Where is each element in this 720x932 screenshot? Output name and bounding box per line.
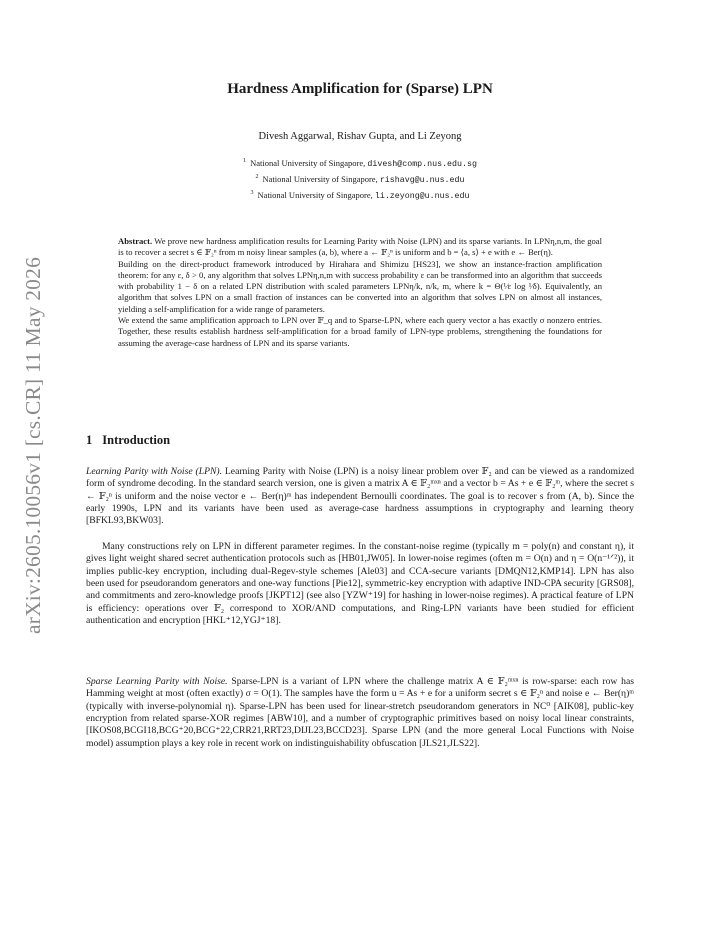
abstract-paragraph: Building on the direct-product framework introduced by Hirahara and Shimizu [HS23], we show an instance-fraction amplification theorem: for any ε, δ > 0, any algorithm that solves LPNη,n,m with success probability ε can be transformed into an algorithm that succeeds with probability 1 − δ on a related LPN distribution with scaled parameters LPNη/k, n/k, m, where k = Θ(¹⁄ε log ¹⁄δ). Equivalently, an algorithm that solves LPN on a small fraction of instances can be converted into an algorithm that solves LPN on almost all instances, yielding a self-amplification for a wide range of parameters. — [118, 258, 602, 314]
arxiv-id: arXiv:2605.10056v1 [cs.CR] 11 May 2026 — [21, 256, 46, 634]
intro-paragraph: Learning Parity with Noise (LPN). Learning Parity with Noise (LPN) is a noisy linear problem over 𝔽₂ and can be viewed as a randomized form of syndrome decoding. In the standard search version, one is given a matrix A ∈ 𝔽₂ᵐˣⁿ and a vector b = As + e ∈ 𝔽₂ᵐ, where the secret s ← 𝔽₂ⁿ is uniform and the noise vector e ← Ber(η)ᵐ has independent Bernoulli coordinates. The goal is to recover s from (A, b). Since the early 1990s, LPN and its variants have been used as average-case hardness assumptions in cryptography and learning theory [BFKL93,BKW03]. — [86, 466, 635, 527]
abstract-label: Abstract. — [118, 236, 153, 246]
arxiv-sidebar-stamp — [6, 230, 62, 660]
section-number: 1 — [86, 433, 93, 447]
affiliation-item: $^3$ National University of Singapore, li.zeyong@u.nus.edu — [250, 189, 470, 201]
section-title: Introduction — [102, 433, 171, 447]
intro-paragraph: Many constructions rely on LPN in different parameter regimes. In the constant-noise regime (typically m = poly(n) and constant η), it gives light weight shared secret authentication protocols such as [HB01,JW05]. In lower-noise regimes (often m = O(n) and η = O(n⁻¹ᐟ²)), it implies public-key encryption, including dual-Regev-style schemes [Ale03] and CCA-secure variants [DMQN12,KMP14]. LPN has also been used for pseudorandom generators and one-way functions [Pie12], symmetric-key encryption with adaptive IND-CPA security [GRS08], and commitments and zero-knowledge proofs [JKPT12] (see also [YZW⁺19] for hashing in lower-noise regimes). A practical feature of LPN is efficiency: operations over 𝔽₂ correspond to XOR/AND computations, and Ring-LPN variants have been studied for efficient authentication and encryption [HKL⁺12,YGJ⁺18]. — [86, 541, 634, 627]
abstract — [118, 236, 602, 349]
affiliation-list — [86, 155, 634, 202]
abstract-paragraph: Abstract. We prove new hardness amplification results for Learning Parity with Noise (LPN) and its sparse variants. In LPNη,n,m, the goal is to recover a secret s ∈ 𝔽₂ⁿ from m noisy linear samples (a, b), where a ← 𝔽₂ⁿ is uniform and b = ⟨a, s⟩ + e with e ← Ber(η). — [118, 236, 602, 258]
email-address: divesh@comp.nus.edu.sg — [367, 159, 477, 169]
paper-title: Hardness Amplification for (Sparse) LPN — [227, 81, 493, 97]
paragraph-title: Sparse Learning Parity with Noise. — [86, 676, 228, 687]
affiliation-item: $^1$ National University of Singapore, divesh@comp.nus.edu.sg — [243, 157, 477, 169]
email-address: li.zeyong@u.nus.edu — [374, 191, 470, 201]
author-list: Divesh Aggarwal, Rishav Gupta, and Li Zeyong — [258, 131, 462, 142]
affiliation-item: $^2$ National University of Singapore, rishavg@u.nus.edu — [255, 173, 465, 185]
paragraph-title: Learning Parity with Noise (LPN). — [86, 466, 222, 477]
intro-paragraph: Sparse Learning Parity with Noise. Sparse-LPN is a variant of LPN where the challenge matrix A ∈ 𝔽₂ᵐˣⁿ is row-sparse: each row has Hamming weight at most (often exactly) σ = O(1). The samples have the form u = As + e for a uniform secret s ∈ 𝔽₂ⁿ and noise e ← Ber(η)ᵐ (typically with inverse-polynomial η). Sparse-LPN has been used for linear-stretch pseudorandom generators in NC⁰ [AIK08], public-key encryption from related sparse-XOR regimes [ABW10], and a number of cryptographic primitives based on noisy local linear constraints, [IKOS08,BCGI18,BCG⁺20,BCG⁺22,CRR21,RRT23,DIJL23,BCCD23]. Sparse LPN (and the more general Local Functions with Noise model) assumption plays a key role in recent work on indistinguishability obfuscation [JLS21,JLS22]. — [86, 676, 634, 749]
abstract-paragraph: We extend the same amplification approach to LPN over 𝔽_q and to Sparse-LPN, where each query vector a has exactly σ nonzero entries. Together, these results establish hardness self-amplification for a broad family of LPN-type problems, strengthening the foundations for assuming the average-case hardness of LPN and its sparse variants. — [118, 315, 602, 348]
email-address: rishavg@u.nus.edu — [379, 175, 465, 185]
section-heading — [86, 433, 634, 448]
